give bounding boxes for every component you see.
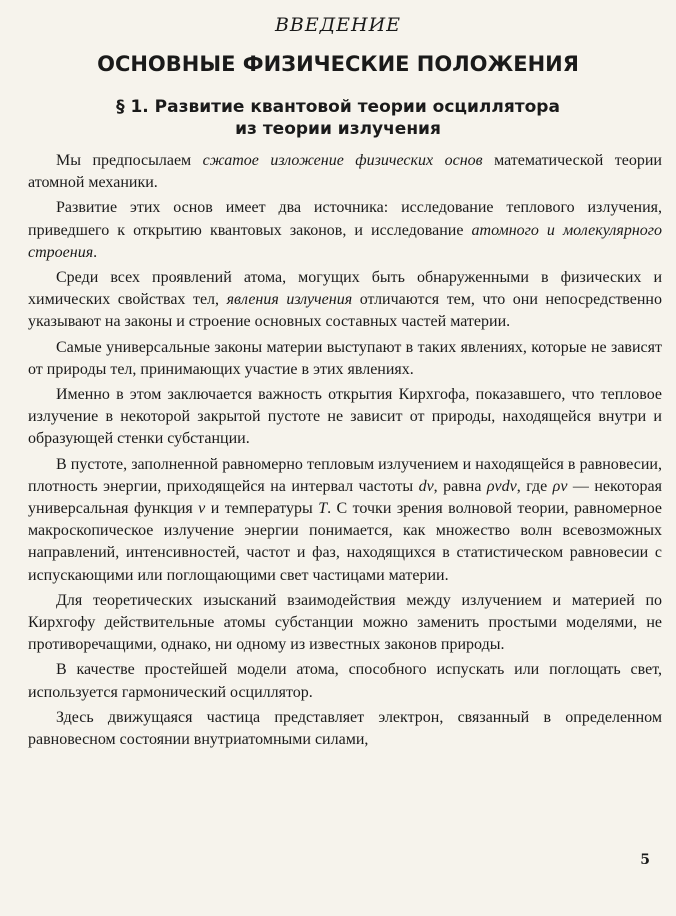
text-run: Здесь движущаяся частица представляет электрон, связанный в определенном равновесном состоянии внутриатомными силами, (28, 708, 662, 749)
emphasized-text: атомного и молекулярного строения (28, 221, 663, 261)
paragraph (28, 384, 662, 451)
paragraph (28, 150, 662, 194)
text-run: отличаются тем, что они непосредственно указывают на законы и строение основных составных частей материи. (28, 291, 662, 331)
text-run: Именно в этом заключается важность открытия Кирхгофа, показавшего, что тепловое излучение в некоторой закрытой пустоте не зависит от природы, находящейся внутри и образующей стенки субстанции. (28, 386, 662, 448)
paragraph (28, 267, 662, 334)
body-text (28, 150, 662, 754)
emphasized-text: ρν (552, 477, 568, 495)
page-number: 5 (640, 852, 650, 868)
emphasized-text: ρνdν (486, 477, 517, 495)
subsection-title (0, 96, 676, 140)
text-run: Развитие этих основ имеет два источника: исследование теплового излучения, приведшего к открытию квантовых законов, и исследование (28, 199, 662, 239)
text-run: В качестве простейшей модели атома, способного испускать или поглощать свет, используется гармонический осциллятор. (28, 661, 662, 701)
emphasized-text: сжатое изложение физических основ (202, 152, 483, 169)
emphasized-text: явления излучения (226, 291, 353, 309)
section-label: ВВЕДЕНИЕ (274, 14, 402, 36)
text-run: Среди всех проявлений атома, могущих быть обнаруженными в физических и химических свойствах тел, (28, 269, 662, 309)
chapter-title: ОСНОВНЫЕ ФИЗИЧЕСКИЕ ПОЛОЖЕНИЯ (97, 52, 579, 76)
text-run: , равна (433, 477, 487, 495)
subsection-title-line-2: из теории излучения (235, 119, 441, 139)
text-run: Мы предпосылаем (56, 152, 203, 169)
text-run: , где (516, 477, 553, 495)
paragraph (28, 337, 662, 381)
emphasized-text: dν (418, 477, 434, 495)
text-run: . С точки зрения волновой теории, равномерное макроскопическое излучение энергии понимается, как множество волн всевозможных направлений, интенсивностей, частот и фаз, находящихся в статистическом равновесии с испускающими или поглощающими свет частицами материи. (28, 500, 662, 584)
text-run: математической теории атомной механики. (28, 152, 662, 192)
paragraph (28, 590, 662, 657)
text-run: Для теоретических изысканий взаимодействия между излучением и материей по Кирхгофу действительные атомы субстанции можно заменить простыми моделями, не противоречащими, однако, ни одному из известных законов природы. (28, 591, 662, 654)
text-run: — некоторая универсальная функция (28, 477, 662, 518)
emphasized-text: T (318, 500, 328, 518)
emphasized-text: ν (198, 500, 206, 518)
paragraph (28, 659, 662, 703)
text-run: и температуры (205, 500, 319, 518)
text-run: В пустоте, заполненной равномерно тепловым излучением и находящейся в равновесии, плотность энергии, приходящейся на интервал частоты (28, 455, 662, 495)
paragraph (28, 454, 662, 587)
subsection-title-line-1: § 1. Развитие квантовой теории осциллятора (116, 97, 560, 117)
paragraph (28, 707, 662, 751)
text-run: Самые универсальные законы материи выступают в таких явлениях, которые не зависят от природы тел, принимающих участие в этих явлениях. (28, 338, 662, 378)
text-run: . (93, 243, 98, 261)
paragraph (28, 197, 662, 264)
